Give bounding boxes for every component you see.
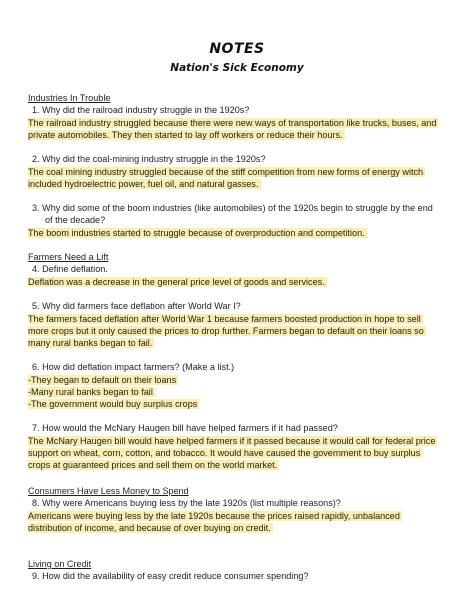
question-text: 5. Why did farmers face deflation after World War I? xyxy=(32,301,241,311)
answer-text: Deflation was a decrease in the general price level of goods and services. xyxy=(28,277,325,287)
answer-text: crops at guaranteed prices and sell them on the world market. xyxy=(28,460,278,470)
question-text: 9. How did the availability of easy credit reduce consumer spending? xyxy=(32,571,309,581)
question-text: 4. Define deflation. xyxy=(32,264,108,274)
question-text: 2. Why did the coal-mining industry struggle in the 1920s? xyxy=(32,154,266,164)
answer-text: -Many rural banks began to fail xyxy=(28,387,153,397)
section-heading: Farmers Need a Lift xyxy=(28,252,109,262)
question-text: of the decade? xyxy=(45,215,106,225)
answer-text: The farmers faced deflation after World War 1 because farmers boosted production in hope to sell xyxy=(28,314,421,324)
answer-text: distribution of income, and because of over buying on credit. xyxy=(28,523,271,533)
answer-text: -The government would buy surplus crops xyxy=(28,399,198,409)
answer-text: The coal mining industry struggled because of the stiff competition from new forms of energy witch xyxy=(28,167,424,177)
answer-text: The boom industries started to struggle because of overproduction and competition. xyxy=(28,228,365,238)
question-text: 8. Why were Americans buying less by the late 1920s (list multiple reasons)? xyxy=(32,498,341,508)
answer-text: support on wheat, corn, cotton, and tobacco. It would have caused the government to buy surplus xyxy=(28,448,421,458)
question-text: 6. How did deflation impact farmers? (Make a list.) xyxy=(32,362,235,372)
question-text: 7. How would the McNary Haugen bill have helped farmers if it had passed? xyxy=(32,423,338,433)
answer-text: included hydroelectric power, fuel oil, and natural gasses. xyxy=(28,179,259,189)
question-text: 1. Why did the railroad industry struggle in the 1920s? xyxy=(32,105,250,115)
page-subtitle: Nation's Sick Economy xyxy=(170,62,304,74)
answer-text: many rural banks began to fail. xyxy=(28,338,153,348)
section-heading: Consumers Have Less Money to Spend xyxy=(28,486,189,496)
section-heading: Living on Credit xyxy=(28,559,92,569)
answer-text: private automobiles. They then started to lay off workers or reduce their hours. xyxy=(28,130,343,140)
question-text: 3. Why did some of the boom industries (like automobiles) of the 1920s begin to struggle by the end xyxy=(32,203,433,213)
answer-text: The McNary Haugen bill would have helped farmers if it passed because it would call for federal price xyxy=(28,436,436,446)
answer-text: The railroad industry struggled because there were new ways of transportation like trucks, buses, and xyxy=(28,118,437,128)
answer-text: more crops but it only caused the prices to drop further. Farmers began to default on their loans so xyxy=(28,326,424,336)
page-title: NOTES xyxy=(209,41,265,57)
answer-text: Americans were buying less by the late 1920s because the prices raised rapidly, unbalanced xyxy=(28,511,400,521)
section-heading: Industries In Trouble xyxy=(28,93,111,103)
answer-text: -They began to default on their loans xyxy=(28,375,177,385)
